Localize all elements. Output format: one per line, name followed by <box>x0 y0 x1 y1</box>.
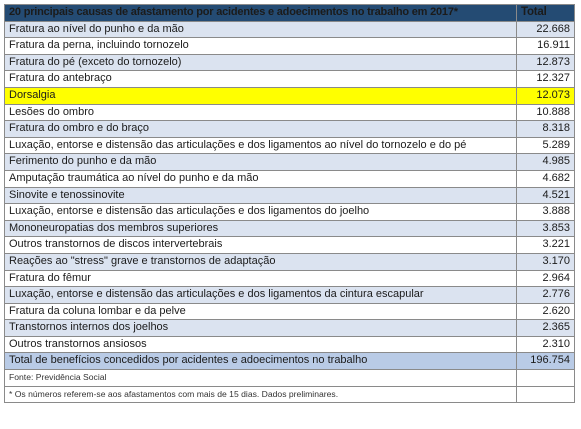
footnote: * Os números referem-se aos afastamentos com mais de 15 dias. Dados preliminares. <box>5 386 517 403</box>
total-cell: 22.668 <box>517 21 575 38</box>
total-cell: 2.964 <box>517 270 575 287</box>
table-row <box>5 220 575 237</box>
table-row <box>5 121 575 138</box>
grand-total-row <box>5 353 575 370</box>
table-row <box>5 204 575 221</box>
table-row <box>5 137 575 154</box>
total-cell: 16.911 <box>517 38 575 55</box>
source-row <box>5 370 575 387</box>
total-cell: 2.620 <box>517 303 575 320</box>
table-row <box>5 21 575 38</box>
cause-cell: Luxação, entorse e distensão das articulações e dos ligamentos ao nível do tornozelo e do pé <box>5 137 517 154</box>
total-cell: 12.327 <box>517 71 575 88</box>
total-cell: 3.170 <box>517 253 575 270</box>
table-row <box>5 54 575 71</box>
table-row <box>5 287 575 304</box>
cause-cell: Sinovite e tenossinovite <box>5 187 517 204</box>
grand-total-value: 196.754 <box>517 353 575 370</box>
footnote-blank-cell <box>517 386 575 403</box>
total-cell: 4.985 <box>517 154 575 171</box>
table-row <box>5 303 575 320</box>
table-row <box>5 320 575 337</box>
table-header-row <box>5 5 575 22</box>
cause-cell: Lesões do ombro <box>5 104 517 121</box>
table-row <box>5 71 575 88</box>
cause-cell: Luxação, entorse e distensão das articulações e dos ligamentos da cintura escapular <box>5 287 517 304</box>
total-cell: 5.289 <box>517 137 575 154</box>
total-cell: 10.888 <box>517 104 575 121</box>
causes-table <box>4 4 575 403</box>
cause-cell: Fratura do ombro e do braço <box>5 121 517 138</box>
cause-cell: Fratura do fêmur <box>5 270 517 287</box>
total-cell: 3.221 <box>517 237 575 254</box>
cause-cell: Fratura da perna, incluindo tornozelo <box>5 38 517 55</box>
total-cell: 2.365 <box>517 320 575 337</box>
cause-cell: Outros transtornos ansiosos <box>5 336 517 353</box>
total-column-header: Total <box>517 5 575 22</box>
cause-cell: Outros transtornos de discos intervertebrais <box>5 237 517 254</box>
table-row <box>5 38 575 55</box>
footnote-row <box>5 386 575 403</box>
cause-cell: Fratura do antebraço <box>5 71 517 88</box>
table-row <box>5 104 575 121</box>
grand-total-label: Total de benefícios concedidos por acidentes e adoecimentos no trabalho <box>5 353 517 370</box>
source-note: Fonte: Previdência Social <box>5 370 517 387</box>
cause-cell: Reações ao "stress" grave e transtornos de adaptação <box>5 253 517 270</box>
cause-cell: Luxação, entorse e distensão das articulações e dos ligamentos do joelho <box>5 204 517 221</box>
cause-cell: Mononeuropatias dos membros superiores <box>5 220 517 237</box>
total-cell: 2.776 <box>517 287 575 304</box>
table-body <box>5 21 575 353</box>
source-blank-cell <box>517 370 575 387</box>
cause-cell: Amputação traumática ao nível do punho e da mão <box>5 170 517 187</box>
total-cell: 12.073 <box>517 87 575 104</box>
total-cell: 3.888 <box>517 204 575 221</box>
cause-cell: Fratura da coluna lombar e da pelve <box>5 303 517 320</box>
table-row <box>5 87 575 104</box>
total-cell: 2.310 <box>517 336 575 353</box>
table-row <box>5 336 575 353</box>
cause-cell: Fratura do pé (exceto do tornozelo) <box>5 54 517 71</box>
total-cell: 4.521 <box>517 187 575 204</box>
total-cell: 3.853 <box>517 220 575 237</box>
total-cell: 8.318 <box>517 121 575 138</box>
cause-cell: Transtornos internos dos joelhos <box>5 320 517 337</box>
table-row <box>5 237 575 254</box>
table-row <box>5 170 575 187</box>
table-row <box>5 270 575 287</box>
total-cell: 12.873 <box>517 54 575 71</box>
cause-cell: Dorsalgia <box>5 87 517 104</box>
cause-cell: Fratura ao nível do punho e da mão <box>5 21 517 38</box>
table-title: 20 principais causas de afastamento por acidentes e adoecimentos no trabalho em 2017* <box>5 5 517 22</box>
table-row <box>5 253 575 270</box>
cause-cell: Ferimento do punho e da mão <box>5 154 517 171</box>
total-cell: 4.682 <box>517 170 575 187</box>
table-row <box>5 154 575 171</box>
table-row <box>5 187 575 204</box>
